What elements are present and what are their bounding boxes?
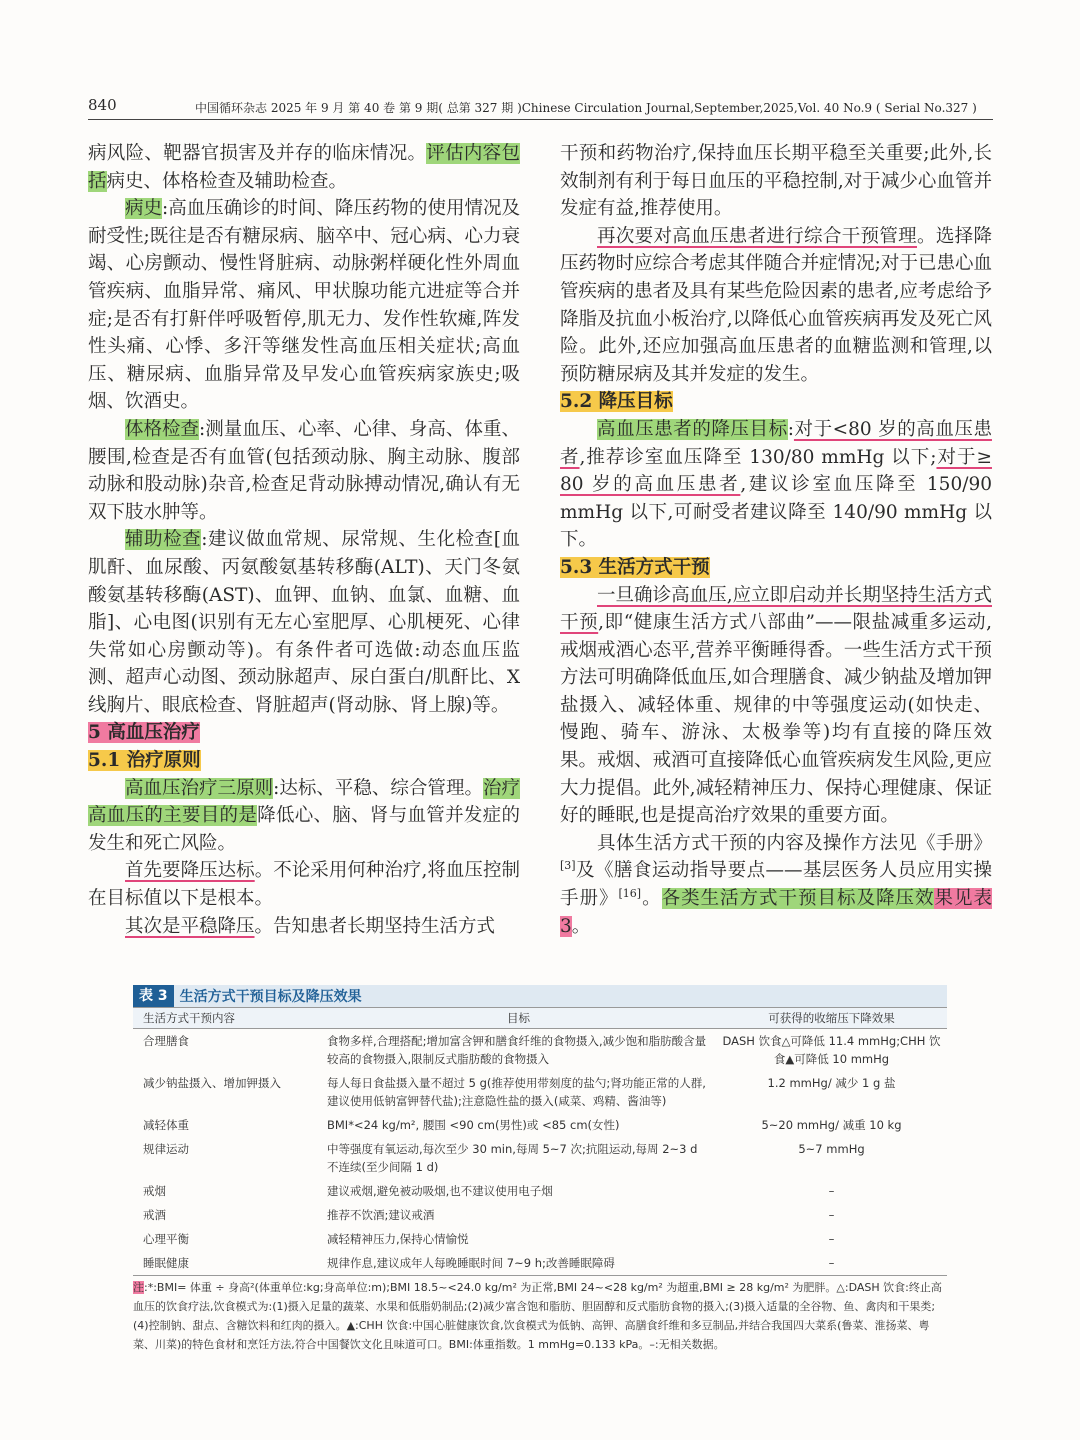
table-row: 戒酒 推荐不饮酒;建议戒酒 – bbox=[143, 1208, 835, 1222]
table-row: 睡眠健康 规律作息,建议成年人每晚睡眠时间 7~9 h;改善睡眠障碍 – bbox=[133, 1251, 947, 1276]
journal-header: 中国循环杂志 2025 年 9 月 第 40 卷 第 9 期( 总第 327 期 )Chinese Circulation Journal,September,2025,Vol. 40 No.9 ( Serial No.327 ) bbox=[195, 101, 977, 115]
table-row: 减轻体重 BMI*<24 kg/m², 腰围 <90 cm(男性)或 <85 cm(女性) 5~20 mmHg/ 减重 10 kg bbox=[143, 1118, 902, 1132]
highlight: 病史 bbox=[125, 198, 163, 220]
underline: 其次是平稳降压 bbox=[125, 915, 255, 937]
right-column bbox=[560, 140, 992, 940]
column-header: 可获得的收缩压下降效果 bbox=[716, 1008, 947, 1029]
underline: 一旦确诊高血压,应立即启动并长期坚持生活方式干预 bbox=[560, 584, 992, 634]
paragraph: 辅助检查:建议做血常规、尿常规、生化检查[血肌酐、血尿酸、丙氨酸氨基转移酶(ALT)、天门冬氨酸氨基转移酶(AST)、血钾、血钠、血氯、血糖、血脂]、心电图(识别有无左心室肥厚、心肌梗死、心律失常如心房颤动等)。有条件者可选做:动态血压监测、超声心动图、颈动脉超声、尿白蛋白/肌酐比、X线胸片、眼底检查、肾脏超声(肾动脉、肾上腺)等。 bbox=[88, 529, 520, 716]
citation: [16] bbox=[618, 886, 642, 900]
paragraph: 高血压患者的降压目标:对于<80 岁的高血压患者,推荐诊室血压降至 130/80 mmHg 以下;对于≥ 80 岁的高血压患者,建议诊室血压降至 150/90 mmHg 以下,可耐受者建议降至 140/90 mmHg 以下。 bbox=[560, 418, 992, 551]
page-number: 840 bbox=[88, 96, 117, 114]
table-row: 戒烟 建议戒烟,避免被动吸烟,也不建议使用电子烟 – bbox=[143, 1184, 835, 1198]
paragraph: 病风险、靶器官损害及并存的临床情况。评估内容包括病史、体格检查及辅助检查。 bbox=[88, 143, 520, 192]
table-row: 合理膳食 食物多样,合理搭配;增加富含钾和膳食纤维的食物摄入,减少饱和脂肪酸含量较高的食物摄入,限制反式脂肪酸的食物摄入 DASH 饮食△可降低 11.4 mmHg;CHH 饮食▲可降低 10 mmHg bbox=[143, 1034, 941, 1066]
highlight: 高血压治疗三原则 bbox=[125, 777, 274, 799]
citation: [3] bbox=[560, 859, 576, 873]
column-header: 目标 bbox=[321, 1008, 716, 1029]
paragraph: 体格检查:测量血压、心率、心律、身高、体重、腰围,检查是否有血管(包括颈动脉、胸主动脉、腹部动脉和股动脉)杂音,检查足背动脉搏动情况,确认有无双下肢水肿等。 bbox=[88, 418, 520, 523]
underline: 再次要对高血压患者进行综合干预管理 bbox=[597, 225, 917, 247]
left-column bbox=[88, 140, 520, 940]
table-3 bbox=[133, 985, 947, 1354]
section-heading: 5 高血压治疗 bbox=[88, 722, 200, 744]
paragraph: 首先要降压达标。不论采用何种治疗,将血压控制在目标值以下是根本。 bbox=[88, 860, 520, 910]
header-rule bbox=[88, 119, 993, 120]
highlight: 治疗高血压的主要目的是 bbox=[88, 777, 520, 827]
highlight: 果见表 3 bbox=[560, 888, 992, 937]
table-row: 减少钠盐摄入、增加钾摄入 每人每日食盐摄入量不超过 5 g(推荐使用带刻度的盐勺;肾功能正常的人群,建议使用低钠富钾替代盐);注意隐性盐的摄入(咸菜、鸡精、酱油等) 1.2 mmHg/ 减少 1 g 盐 bbox=[143, 1076, 896, 1108]
table-notes: 注:*:BMI= 体重 ÷ 身高²(体重单位:kg;身高单位:m);BMI 18.5~<24.0 kg/m² 为正常,BMI 24~<28 kg/m² 为超重,BMI ≥ 28 kg/m² 为肥胖。△:DASH 饮食:终止高血压的饮食疗法,饮食模式为:(1)摄入足量的蔬菜、水果和低脂奶制品;(2)减少富含饱和脂肪、胆固醇和反式脂肪食物的摄入;(3)摄入适量的全谷物、鱼、禽肉和干果类;(4)控制钠、甜点、含糖饮料和红肉的摄入。▲:CHH 饮食:中国心脏健康饮食,饮食模式为低钠、高钾、高膳食纤维和多豆制品,并结合我国四大菜系(鲁菜、淮扬菜、粤菜、川菜)的特色食材和烹饪方法,符合中国餐饮文化且味道可口。BMI:体重指数。1 mmHg=0.133 kPa。–:无相关数据。 bbox=[133, 1281, 942, 1351]
table-label: 表 3 bbox=[133, 985, 174, 1007]
highlight: 体格检查 bbox=[125, 418, 200, 440]
highlight: 辅助检查 bbox=[125, 529, 202, 551]
data-table bbox=[133, 1007, 947, 1276]
paragraph: 具体生活方式干预的内容及操作方法见《手册》[3]及《膳食运动指导要点——基层医务人员应用实操手册》[16]。各类生活方式干预目标及降压效果见表 3。 bbox=[560, 832, 992, 937]
table-row: 规律运动 中等强度有氧运动,每次至少 30 min,每周 5~7 次;抗阻运动,每周 2~3 d 不连续(至少间隔 1 d) 5~7 mmHg bbox=[143, 1142, 865, 1174]
column-header: 生活方式干预内容 bbox=[133, 1008, 321, 1029]
highlight: 评估内容包括 bbox=[88, 143, 520, 192]
underline: 对于<80 岁的高血压患者 bbox=[560, 418, 992, 468]
paragraph: 再次要对高血压患者进行综合干预管理。选择降压药物时应综合考虑其伴随合并症情况;对于已患心血管疾病的患者及具有某些危险因素的患者,应考虑给予降脂及抗血小板治疗,以降低心血管疾病再发及死亡风险。此外,还应加强高血压患者的血糖监测和管理,以预防糖尿病及其并发症的发生。 bbox=[560, 225, 992, 385]
table-caption bbox=[133, 985, 947, 1007]
section-heading: 5.1 治疗原则 bbox=[88, 750, 201, 772]
section-heading: 5.2 降压目标 bbox=[560, 391, 673, 413]
highlight: 高血压患者的降压目标 bbox=[597, 418, 788, 440]
table-row: 心理平衡 减轻精神压力,保持心情愉悦 – bbox=[143, 1232, 835, 1246]
underline: 首先要降压达标 bbox=[125, 860, 255, 882]
highlight: 各类生活方式干预目标及降压效 bbox=[661, 888, 935, 910]
table-title: 生活方式干预目标及降压效果 bbox=[179, 989, 362, 1005]
note-label: 注 bbox=[133, 1281, 144, 1294]
section-heading: 5.3 生活方式干预 bbox=[560, 556, 710, 578]
underline: 对于≥ 80 岁的高血压患者 bbox=[560, 446, 992, 496]
paragraph: 其次是平稳降压。告知患者长期坚持生活方式 bbox=[125, 915, 496, 937]
paragraph: 干预和药物治疗,保持血压长期平稳至关重要;此外,长效制剂有利于每日血压的平稳控制,对于减少心血管并发症有益,推荐使用。 bbox=[560, 143, 992, 220]
paragraph: 病史:高血压确诊的时间、降压药物的使用情况及耐受性;既往是否有糖尿病、脑卒中、冠心病、心力衰竭、心房颤动、慢性肾脏病、动脉粥样硬化性外周血管疾病、血脂异常、痛风、甲状腺功能亢进症等合并症;是否有打鼾伴呼吸暂停,肌无力、发作性软瘫,阵发性头痛、心悸、多汗等继发性高血压相关症状;高血压、糖尿病、血脂异常及早发心血管疾病家族史;吸烟、饮酒史。 bbox=[88, 198, 520, 413]
paragraph: 高血压治疗三原则:达标、平稳、综合管理。治疗高血压的主要目的是降低心、脑、肾与血管并发症的发生和死亡风险。 bbox=[88, 777, 520, 854]
paragraph: 一旦确诊高血压,应立即启动并长期坚持生活方式干预,即“健康生活方式八部曲”——限盐减重多运动,戒烟戒酒心态平,营养平衡睡得香。一些生活方式干预方法可明确降低血压,如合理膳食、减少钠盐及增加钾盐摄入、减轻体重、规律的中等强度运动(如快走、慢跑、骑车、游泳、太极拳等)均有直接的降压效果。戒烟、戒酒可直接降低心血管疾病发生风险,更应大力提倡。此外,减轻精神压力、保持心理健康、保证好的睡眠,也是提高治疗效果的重要方面。 bbox=[560, 584, 992, 827]
